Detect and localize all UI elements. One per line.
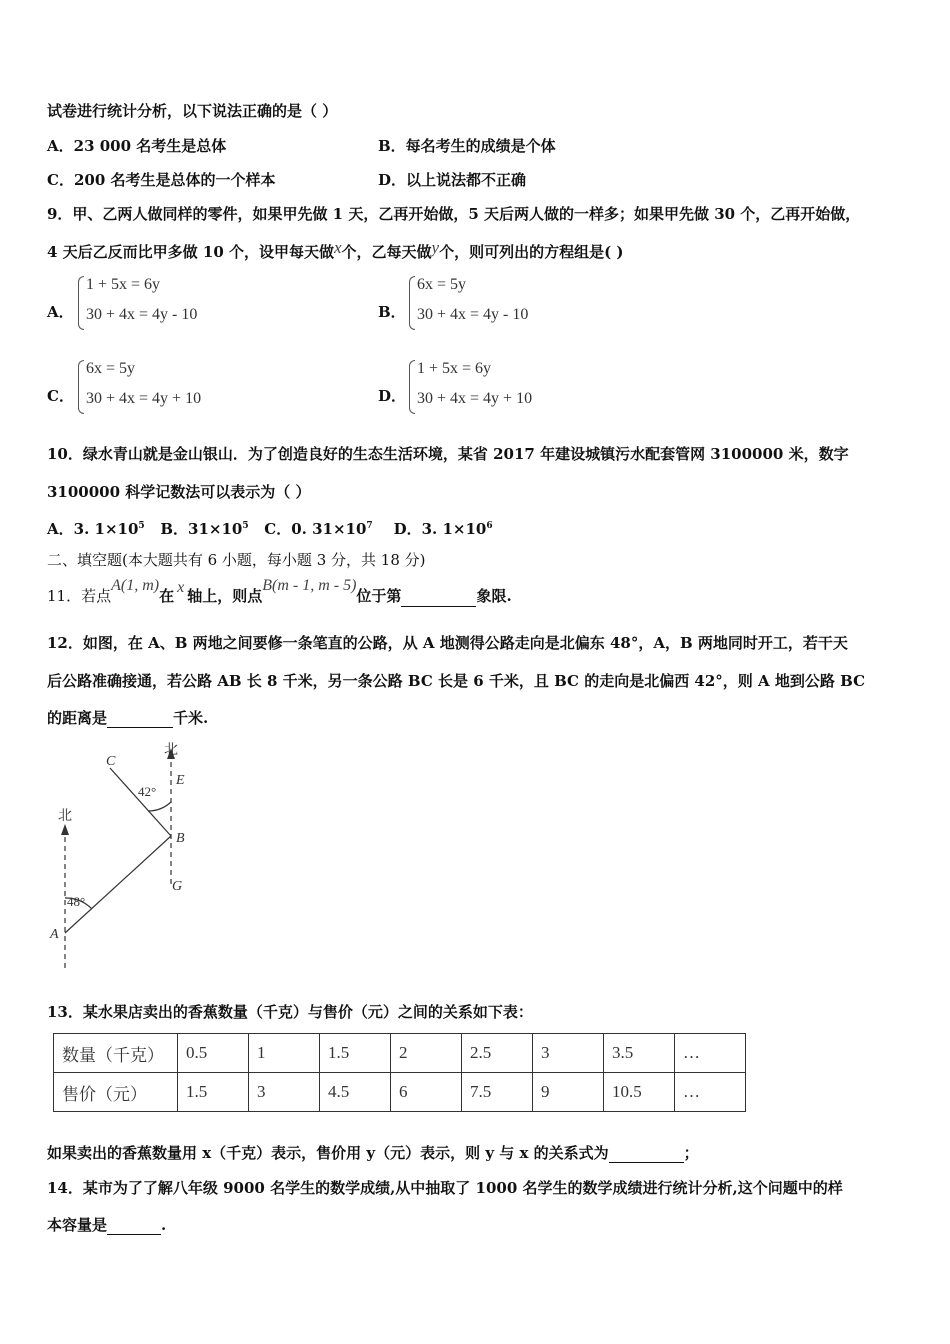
label-g: G xyxy=(172,879,183,894)
q13-question xyxy=(47,1143,699,1163)
label-a: A xyxy=(50,927,59,942)
table-row xyxy=(54,1073,746,1112)
q11-part-c: 轴上，则点 xyxy=(187,587,263,605)
road-ab xyxy=(65,836,171,933)
q9-stem-line2 xyxy=(47,238,624,262)
north-label-b: 北 xyxy=(164,743,178,758)
table-cell: 9 xyxy=(533,1073,604,1112)
table-cell: 1.5 xyxy=(178,1073,249,1112)
equation-2: 30 + 4x = 4y - 10 xyxy=(86,306,198,323)
table-cell: 4.5 xyxy=(320,1073,391,1112)
equation-2: 30 + 4x = 4y + 10 xyxy=(417,390,533,407)
q10-stem-line2: 3100000 科学记数法可以表示为（ ） xyxy=(47,483,311,501)
table-cell: 10.5 xyxy=(604,1073,675,1112)
equation-1: 6x = 5y xyxy=(86,360,136,377)
table-cell: 6 xyxy=(391,1073,462,1112)
q13-part-a: 如果卖出的香蕉数量用 x（千克）表示，售价用 y（元）表示，则 y 与 x 的关系式为 xyxy=(47,1144,609,1162)
q9-option-b-label: B． xyxy=(378,303,406,321)
brace xyxy=(78,360,84,414)
north-label-a: 北 xyxy=(58,809,72,824)
q9-option-d-label: D． xyxy=(378,387,407,405)
answer-blank xyxy=(609,1146,684,1163)
section-heading-fill-in: 二、填空题(本大题共有 6 小题，每小题 3 分，共 18 分) xyxy=(47,551,426,569)
q9-var-x: x xyxy=(333,238,342,257)
brace xyxy=(78,276,84,330)
q11-part-b: 在 xyxy=(159,587,175,605)
q8-stem-tail: 试卷进行统计分析，以下说法正确的是（ ） xyxy=(47,102,338,120)
q9-var-y: y xyxy=(431,238,440,257)
q12-stem-line2: 后公路准确接通，若公路 AB 长 8 千米，另一条公路 BC 长是 6 千米，且 BC 的走向是北偏西 42°，则 A 地到公路 BC xyxy=(47,672,866,690)
equation-1: 1 + 5x = 6y xyxy=(86,276,161,293)
q11-part-d: 位于第 xyxy=(356,587,402,605)
table-cell: 3 xyxy=(533,1034,604,1073)
table-cell: … xyxy=(675,1073,746,1112)
q13-intro: 13．某水果店卖出的香蕉数量（千克）与售价（元）之间的关系如下表： xyxy=(47,1003,533,1021)
q14-part-b: . xyxy=(161,1216,167,1234)
table-cell: 3 xyxy=(249,1073,320,1112)
q9-option-c-label: C． xyxy=(47,387,74,405)
q11-point-b: B(m - 1, m - 5) xyxy=(262,577,357,594)
q9-stem-part3: 个，则可列出的方程组是( ) xyxy=(439,243,624,261)
q12-stem-line1: 12．如图，在 A、B 两地之间要修一条笔直的公路，从 A 地测得公路走向是北偏东 48°，A，B 两地同时开工，若干天 xyxy=(47,634,848,652)
label-b: B xyxy=(176,831,185,846)
q10-stem-line1: 10．绿水青山就是金山银山．为了创造良好的生态生活环境，某省 2017 年建设城镇污水配套管网 3100000 米，数字 xyxy=(47,445,849,463)
q12-part-b: 千米. xyxy=(173,709,209,727)
q8-option-b: B．每名考生的成绩是个体 xyxy=(378,137,556,155)
q11-stem xyxy=(47,577,512,607)
answer-blank xyxy=(107,1218,161,1235)
label-c: C xyxy=(106,754,116,769)
angle-label-42: 42° xyxy=(138,784,157,799)
angle-label-48: 48° xyxy=(67,894,86,909)
q10-option-c: C．0. $31\times 10^7$ xyxy=(264,520,373,538)
q10-option-a: A．3. $1\times 10^5$ xyxy=(47,520,145,538)
answer-blank xyxy=(401,590,476,607)
brace xyxy=(409,276,415,330)
table-cell: … xyxy=(675,1034,746,1073)
equation-1: 1 + 5x = 6y xyxy=(417,360,492,377)
table-row xyxy=(54,1034,746,1073)
table-cell: 数量（千克） xyxy=(54,1034,178,1073)
answer-blank xyxy=(107,711,173,728)
q8-option-a: A．23 000 名考生是总体 xyxy=(47,137,227,155)
q8-option-d: D．以上说法都不正确 xyxy=(378,171,527,189)
q12-stem-line3 xyxy=(47,708,208,728)
q11-part-a: 11．若点 xyxy=(47,587,112,605)
q14-stem-line2 xyxy=(47,1215,166,1235)
q9-stem-part1: 4 天后乙反而比甲多做 10 个，设甲每天做 xyxy=(47,243,334,261)
q12-direction-figure xyxy=(40,738,210,978)
q14-part-a: 本容量是 xyxy=(47,1216,108,1234)
table-cell: 1 xyxy=(249,1034,320,1073)
table-cell: 2.5 xyxy=(462,1034,533,1073)
banana-price-table xyxy=(53,1033,746,1112)
equation-2: 30 + 4x = 4y + 10 xyxy=(86,390,202,407)
q9-stem-line1: 9．甲、乙两人做同样的零件，如果甲先做 1 天，乙再开始做，5 天后两人做的一样多；如果甲先做 30 个，乙再开始做， xyxy=(47,205,861,223)
q9-option-a-label: A． xyxy=(47,303,74,321)
table-cell: 7.5 xyxy=(462,1073,533,1112)
q10-option-b: B．$31\times 10^5$ xyxy=(160,520,249,538)
q11-part-e: 象限. xyxy=(476,587,512,605)
road-bc xyxy=(110,768,171,836)
q13-part-b: ； xyxy=(683,1144,699,1162)
table-cell: 2 xyxy=(391,1034,462,1073)
q12-part-a: 的距离是 xyxy=(47,709,108,727)
q11-var-x: x xyxy=(177,579,185,596)
q10-option-d: D．3. $1\times 10^6$ xyxy=(393,520,493,538)
equation-2: 30 + 4x = 4y - 10 xyxy=(417,306,529,323)
table-cell: 0.5 xyxy=(178,1034,249,1073)
label-e: E xyxy=(176,773,185,788)
north-arrow-a xyxy=(61,824,69,835)
equation-1: 6x = 5y xyxy=(417,276,467,293)
table-cell: 售价（元） xyxy=(54,1073,178,1112)
q9-stem-part2: 个，乙每天做 xyxy=(341,243,432,261)
q8-option-c: C．200 名考生是总体的一个样本 xyxy=(47,171,276,189)
q11-point-a: A(1, m) xyxy=(111,577,160,594)
q10-options xyxy=(47,516,493,539)
table-cell: 1.5 xyxy=(320,1034,391,1073)
angle-arc-42 xyxy=(148,802,171,811)
table-cell: 3.5 xyxy=(604,1034,675,1073)
q14-stem-line1: 14．某市为了了解八年级 9000 名学生的数学成绩,从中抽取了 1000 名学生的数学成绩进行统计分析,这个问题中的样 xyxy=(47,1179,843,1197)
brace xyxy=(409,360,415,414)
